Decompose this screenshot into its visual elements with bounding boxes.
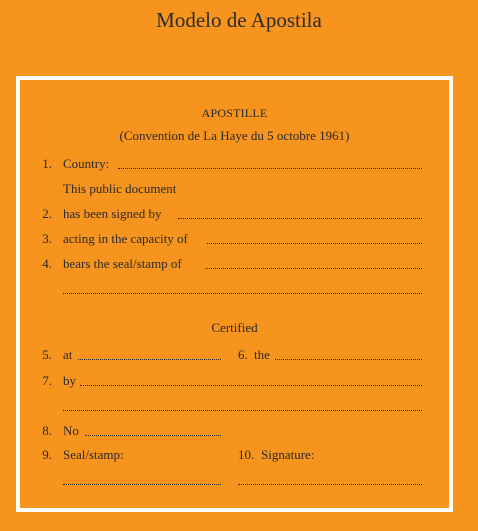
- seal-field[interactable]: [205, 268, 422, 269]
- seal-signature-lines-row: [0, 472, 478, 488]
- item-number: 3.: [42, 231, 52, 246]
- form-heading: APOSTILLE: [201, 106, 268, 120]
- country-row: [0, 156, 478, 172]
- the-label: the: [254, 347, 270, 362]
- by-row: [0, 373, 478, 389]
- seal-continuation-field[interactable]: [63, 293, 422, 294]
- item-number: 9.: [42, 447, 52, 462]
- country-label: Country:: [63, 156, 110, 171]
- public-document-label: This public document: [63, 181, 177, 196]
- item-number: 7.: [42, 373, 52, 388]
- capacity-field[interactable]: [207, 243, 422, 244]
- item-number: 10.: [238, 447, 255, 462]
- seal-label: bears the seal/stamp of: [63, 256, 182, 271]
- no-field[interactable]: [85, 435, 221, 436]
- signed-by-label: has been signed by: [63, 206, 162, 221]
- item-number: 5.: [42, 347, 52, 362]
- item-number: 6.: [238, 347, 248, 362]
- item-number: 1.: [42, 156, 52, 171]
- the-field[interactable]: [275, 359, 422, 360]
- item-number: 4.: [42, 256, 52, 271]
- capacity-row: [0, 231, 478, 247]
- seal-continuation-row: [0, 281, 478, 297]
- country-field[interactable]: [118, 168, 422, 169]
- by-continuation-row: [0, 398, 478, 414]
- seal-stamp-field[interactable]: [63, 484, 221, 485]
- form-subheading: (Convention de La Haye du 5 octobre 1961): [119, 128, 350, 143]
- at-label: at: [63, 347, 73, 362]
- page-title: Modelo de Apostila: [156, 8, 322, 32]
- seal-stamp-label: Seal/stamp:: [63, 447, 124, 462]
- item-number: 2.: [42, 206, 52, 221]
- certified-heading: Certified: [211, 320, 258, 335]
- no-label: No: [63, 423, 79, 438]
- at-field[interactable]: [78, 359, 221, 360]
- at-the-row: [0, 347, 478, 363]
- signature-label: Signature:: [261, 447, 315, 462]
- signed-by-field[interactable]: [178, 218, 422, 219]
- by-continuation-field[interactable]: [63, 410, 422, 411]
- signature-field[interactable]: [238, 484, 422, 485]
- seal-signature-row: [0, 447, 478, 463]
- signed-by-row: [0, 206, 478, 222]
- item-number: 8.: [42, 423, 52, 438]
- no-row: [0, 423, 478, 439]
- by-field[interactable]: [80, 385, 422, 386]
- capacity-label: acting in the capacity of: [63, 231, 188, 246]
- public-document-row: [0, 181, 478, 197]
- seal-row: [0, 256, 478, 272]
- by-label: by: [63, 373, 76, 388]
